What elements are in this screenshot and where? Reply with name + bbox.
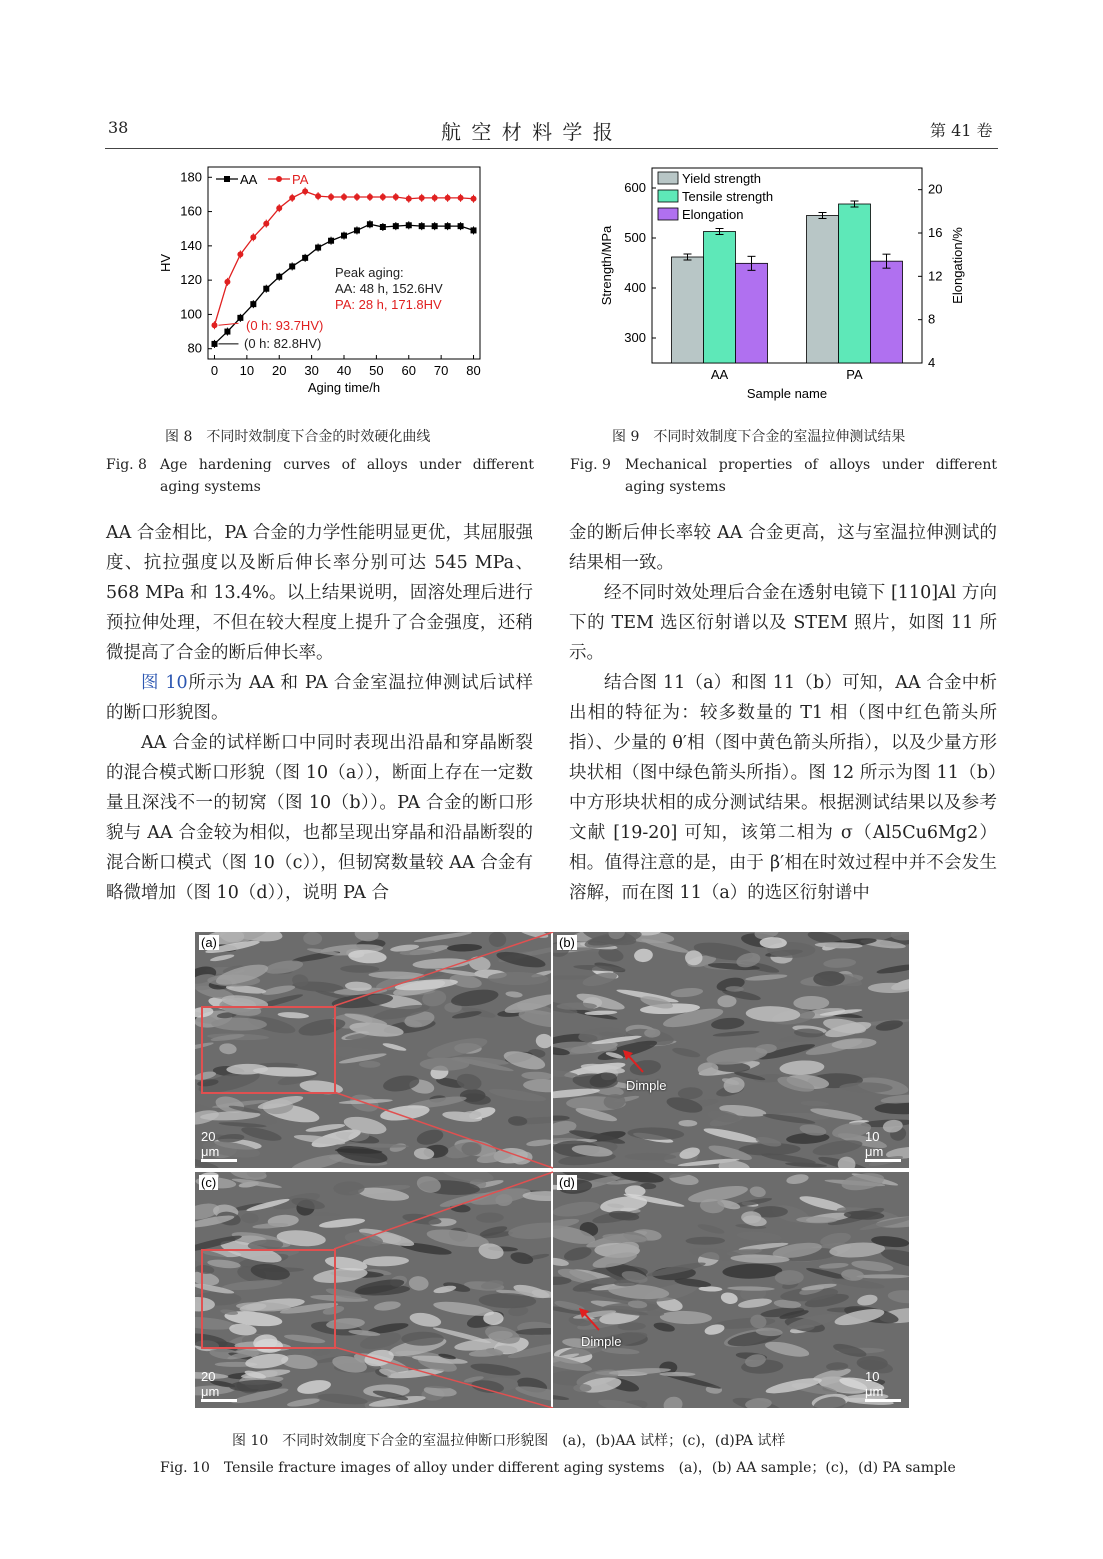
- y2-axis-label: Elongation/%: [950, 227, 965, 304]
- left-para-1: AA 合金相比，PA 合金的力学性能明显更优，其屈服强度、抗拉强度以及断后伸长率分别可达 545 MPa、568 MPa 和 13.4%。以上结果说明，固溶处理后进行预拉伸处理，不但在较大程度上提升了合金强度，还稍微提高了合金的断后伸长率。: [106, 523, 533, 663]
- y-axis-label: HV: [158, 253, 173, 273]
- data-point: [367, 221, 373, 227]
- data-point: [354, 227, 360, 233]
- x-tick-label: 40: [336, 363, 352, 378]
- x-axis-label: Sample name: [746, 386, 828, 401]
- sem-panel-c: [195, 1172, 551, 1408]
- data-point: [341, 194, 347, 200]
- fig10-caption-cn: 图 10 不同时效制度下合金的室温拉伸断口形貌图 (a)，(b)AA 试样；(c)，(d)PA 试样: [232, 1433, 786, 1449]
- fig8-annot-pa: PA: 28 h, 171.8HV: [335, 297, 442, 312]
- data-point: [406, 196, 412, 202]
- legend-label: Elongation: [682, 207, 744, 222]
- scale-bar-d: 10 μm: [865, 1369, 901, 1402]
- y2-tick-label: 20: [928, 181, 943, 197]
- fig9-caption-en: Mechanical properties of alloys under different aging systems: [625, 457, 997, 495]
- legend-swatch: [658, 190, 678, 202]
- y-tick-label: 500: [624, 230, 646, 245]
- dimple-label-b: Dimple: [626, 1078, 667, 1093]
- data-point: [445, 223, 451, 229]
- fig9-caption-cn: 图 9 不同时效制度下合金的室温拉伸测试结果: [612, 429, 906, 445]
- y2-tick-label: 4: [928, 355, 936, 370]
- y-tick-label: 120: [180, 272, 202, 288]
- left-para-2: 图 10所示为 AA 和 PA 合金室温拉伸测试后试样的断口形貌图。: [106, 673, 533, 723]
- data-point: [263, 221, 269, 227]
- bar-Yield strength: [807, 216, 839, 364]
- bar-Tensile strength: [704, 232, 736, 364]
- right-para-2: 经不同时效处理后合金在透射电镜下 [110]Al 方向下的 TEM 选区衍射谱以及 STEM 照片，如图 11 所示。: [569, 583, 997, 663]
- data-point: [315, 193, 321, 199]
- dimple-label-d: Dimple: [581, 1334, 622, 1349]
- fig10-figure: [195, 932, 909, 1408]
- data-point: [471, 196, 477, 202]
- y-tick-label: 160: [180, 203, 202, 219]
- bar-Elongation: [736, 263, 768, 363]
- x-tick-label: 70: [433, 363, 449, 378]
- legend-label: Tensile strength: [682, 189, 774, 204]
- bar-Yield strength: [672, 257, 704, 363]
- data-point: [315, 245, 321, 251]
- fig8-caption-en: Age hardening curves of alloys under different aging systems: [160, 457, 534, 495]
- sem-grain: [573, 1384, 591, 1392]
- x-tick-label: 80: [466, 363, 481, 378]
- legend-label: PA: [292, 172, 309, 187]
- legend-marker: [224, 176, 230, 182]
- x-tick-label: 10: [239, 363, 255, 378]
- data-point: [250, 234, 256, 240]
- data-point: [380, 224, 386, 230]
- data-point: [224, 329, 230, 335]
- x-tick-label: 50: [369, 363, 384, 378]
- y2-tick-label: 16: [928, 225, 943, 240]
- data-point: [276, 274, 282, 280]
- data-point: [432, 195, 438, 201]
- data-point: [341, 233, 347, 239]
- zoom-box-c: [201, 1249, 336, 1349]
- x-tick-label: AA: [710, 367, 729, 382]
- data-point: [237, 251, 243, 257]
- legend-swatch: [658, 172, 678, 184]
- scale-bar-c: 20 μm: [201, 1369, 237, 1402]
- data-point: [471, 227, 477, 233]
- sem-grain: [741, 1211, 761, 1223]
- fig10-caption-en: Fig. 10 Tensile fracture images of alloy under different aging systems (a)，(b) AA sample；(c)，(d) PA sample: [160, 1460, 956, 1476]
- data-point: [367, 194, 373, 200]
- volume-label: 第 41 卷: [930, 121, 993, 140]
- data-point: [289, 195, 295, 201]
- page-number: 38: [108, 118, 129, 137]
- scale-bar-b: 10 μm: [865, 1129, 901, 1162]
- data-point: [419, 223, 425, 229]
- data-point: [432, 223, 438, 229]
- y-tick-label: 140: [180, 237, 202, 253]
- x-tick-label: 0: [210, 363, 219, 378]
- y2-tick-label: 12: [928, 268, 943, 284]
- data-point: [393, 194, 399, 200]
- data-point: [211, 322, 217, 328]
- sem-panel-b: [553, 932, 909, 1168]
- fig10-link[interactable]: 图 10: [141, 673, 188, 693]
- y-tick-label: 100: [180, 306, 202, 322]
- bar-Tensile strength: [839, 204, 871, 363]
- dimple-arrow-icon: [577, 1306, 607, 1336]
- journal-title: 航 空 材 料 学 报: [441, 120, 615, 144]
- left-column: [106, 518, 533, 908]
- data-point: [380, 194, 386, 200]
- fig8-annotation: [335, 265, 443, 313]
- panel-label-b: (b): [559, 935, 575, 950]
- data-point: [458, 195, 464, 201]
- data-point: [406, 222, 412, 228]
- y2-tick-label: 8: [928, 311, 936, 327]
- panel-label-c: (c): [201, 1175, 217, 1190]
- data-point: [250, 301, 256, 307]
- data-point: [263, 286, 269, 292]
- legend-label: AA: [240, 172, 258, 187]
- legend-swatch: [658, 208, 678, 220]
- data-point: [328, 238, 334, 244]
- sem-panel-d: [553, 1172, 909, 1408]
- fig8-caption-label: Fig. 8: [106, 457, 147, 473]
- panel-label-d: (d): [559, 1175, 575, 1190]
- x-axis-label: Aging time/h: [307, 380, 381, 395]
- data-point: [302, 188, 308, 194]
- legend-label: Yield strength: [682, 171, 762, 186]
- x-tick-label: PA: [846, 367, 863, 382]
- data-point: [276, 205, 282, 211]
- fig9-chart: [595, 160, 995, 405]
- x-tick-label: 20: [272, 363, 287, 378]
- x-tick-label: 30: [304, 363, 319, 378]
- sem-panel-a: [195, 932, 551, 1168]
- data-point: [445, 195, 451, 201]
- right-column: [569, 518, 997, 908]
- left-para-3: AA 合金的试样断口中同时表现出沿晶和穿晶断裂的混合模式断口形貌（图 10（a）），断面上存在一定数量且深浅不一的韧窝（图 10（b））。PA 合金的断口形貌与 AA 合金较为相似，也都呈现出穿晶和沿晶断裂的混合断口模式（图 10（c）），但韧窝数量较 AA 合金有略微增加（图 10（d）），说明 PA 合: [106, 733, 533, 903]
- sem-grain: [857, 1274, 909, 1278]
- fig8-caption-cn: 图 8 不同时效制度下合金的时效硬化曲线: [165, 429, 431, 445]
- panel-label-a: (a): [201, 935, 217, 950]
- y-axis-label: Strength/MPa: [599, 225, 614, 306]
- right-para-1: 金的断后伸长率较 AA 合金更高，这与室温拉伸测试的结果相一致。: [569, 523, 997, 573]
- fig8-annot-title: Peak aging:: [335, 265, 404, 280]
- right-para-3: 结合图 11（a）和图 11（b）可知，AA 合金中析出相的特征为：较多数量的 T1 相（图中红色箭头所指）、少量的 θ′相（图中黄色箭头所指），以及少量方形块状相（图中绿色箭头所指）。图 12 所示为图 11（b）中方形块状相的成分测试结果。根据测试结果以及参考文献 [19-20] 可知，该第二相为 σ（Al5Cu6Mg2）相。值得注意的是，由于 β′相在时效过程中并不会发生溶解，而在图 11（a）的选区衍射谱中: [569, 673, 997, 903]
- data-point: [458, 223, 464, 229]
- data-point: [354, 194, 360, 200]
- legend-marker: [276, 176, 282, 182]
- annot-arrow-pa: [218, 323, 238, 325]
- data-point: [328, 194, 334, 200]
- scale-bar-a: 20 μm: [201, 1129, 237, 1162]
- y-tick-label: 600: [624, 180, 646, 195]
- data-point: [237, 315, 243, 321]
- bar-Elongation: [871, 261, 903, 363]
- fig8-annot-pa0: (0 h: 93.7HV): [246, 318, 324, 333]
- data-point: [302, 255, 308, 261]
- fig8-annot-aa0: (0 h: 82.8HV): [244, 336, 322, 351]
- y-tick-label: 300: [624, 330, 646, 345]
- x-tick-label: 60: [401, 363, 416, 378]
- header-rule: [105, 148, 998, 149]
- fig8-annot-aa: AA: 48 h, 152.6HV: [335, 281, 443, 296]
- zoom-box-a: [201, 1006, 336, 1094]
- y-tick-label: 80: [187, 340, 202, 356]
- y-tick-label: 400: [624, 280, 646, 295]
- data-point: [393, 223, 399, 229]
- y-tick-label: 180: [180, 169, 202, 185]
- data-point: [224, 279, 230, 285]
- dimple-arrow-icon: [621, 1048, 651, 1078]
- data-point: [211, 341, 217, 347]
- data-point: [289, 263, 295, 269]
- fig9-caption-label: Fig. 9: [570, 457, 611, 473]
- data-point: [419, 195, 425, 201]
